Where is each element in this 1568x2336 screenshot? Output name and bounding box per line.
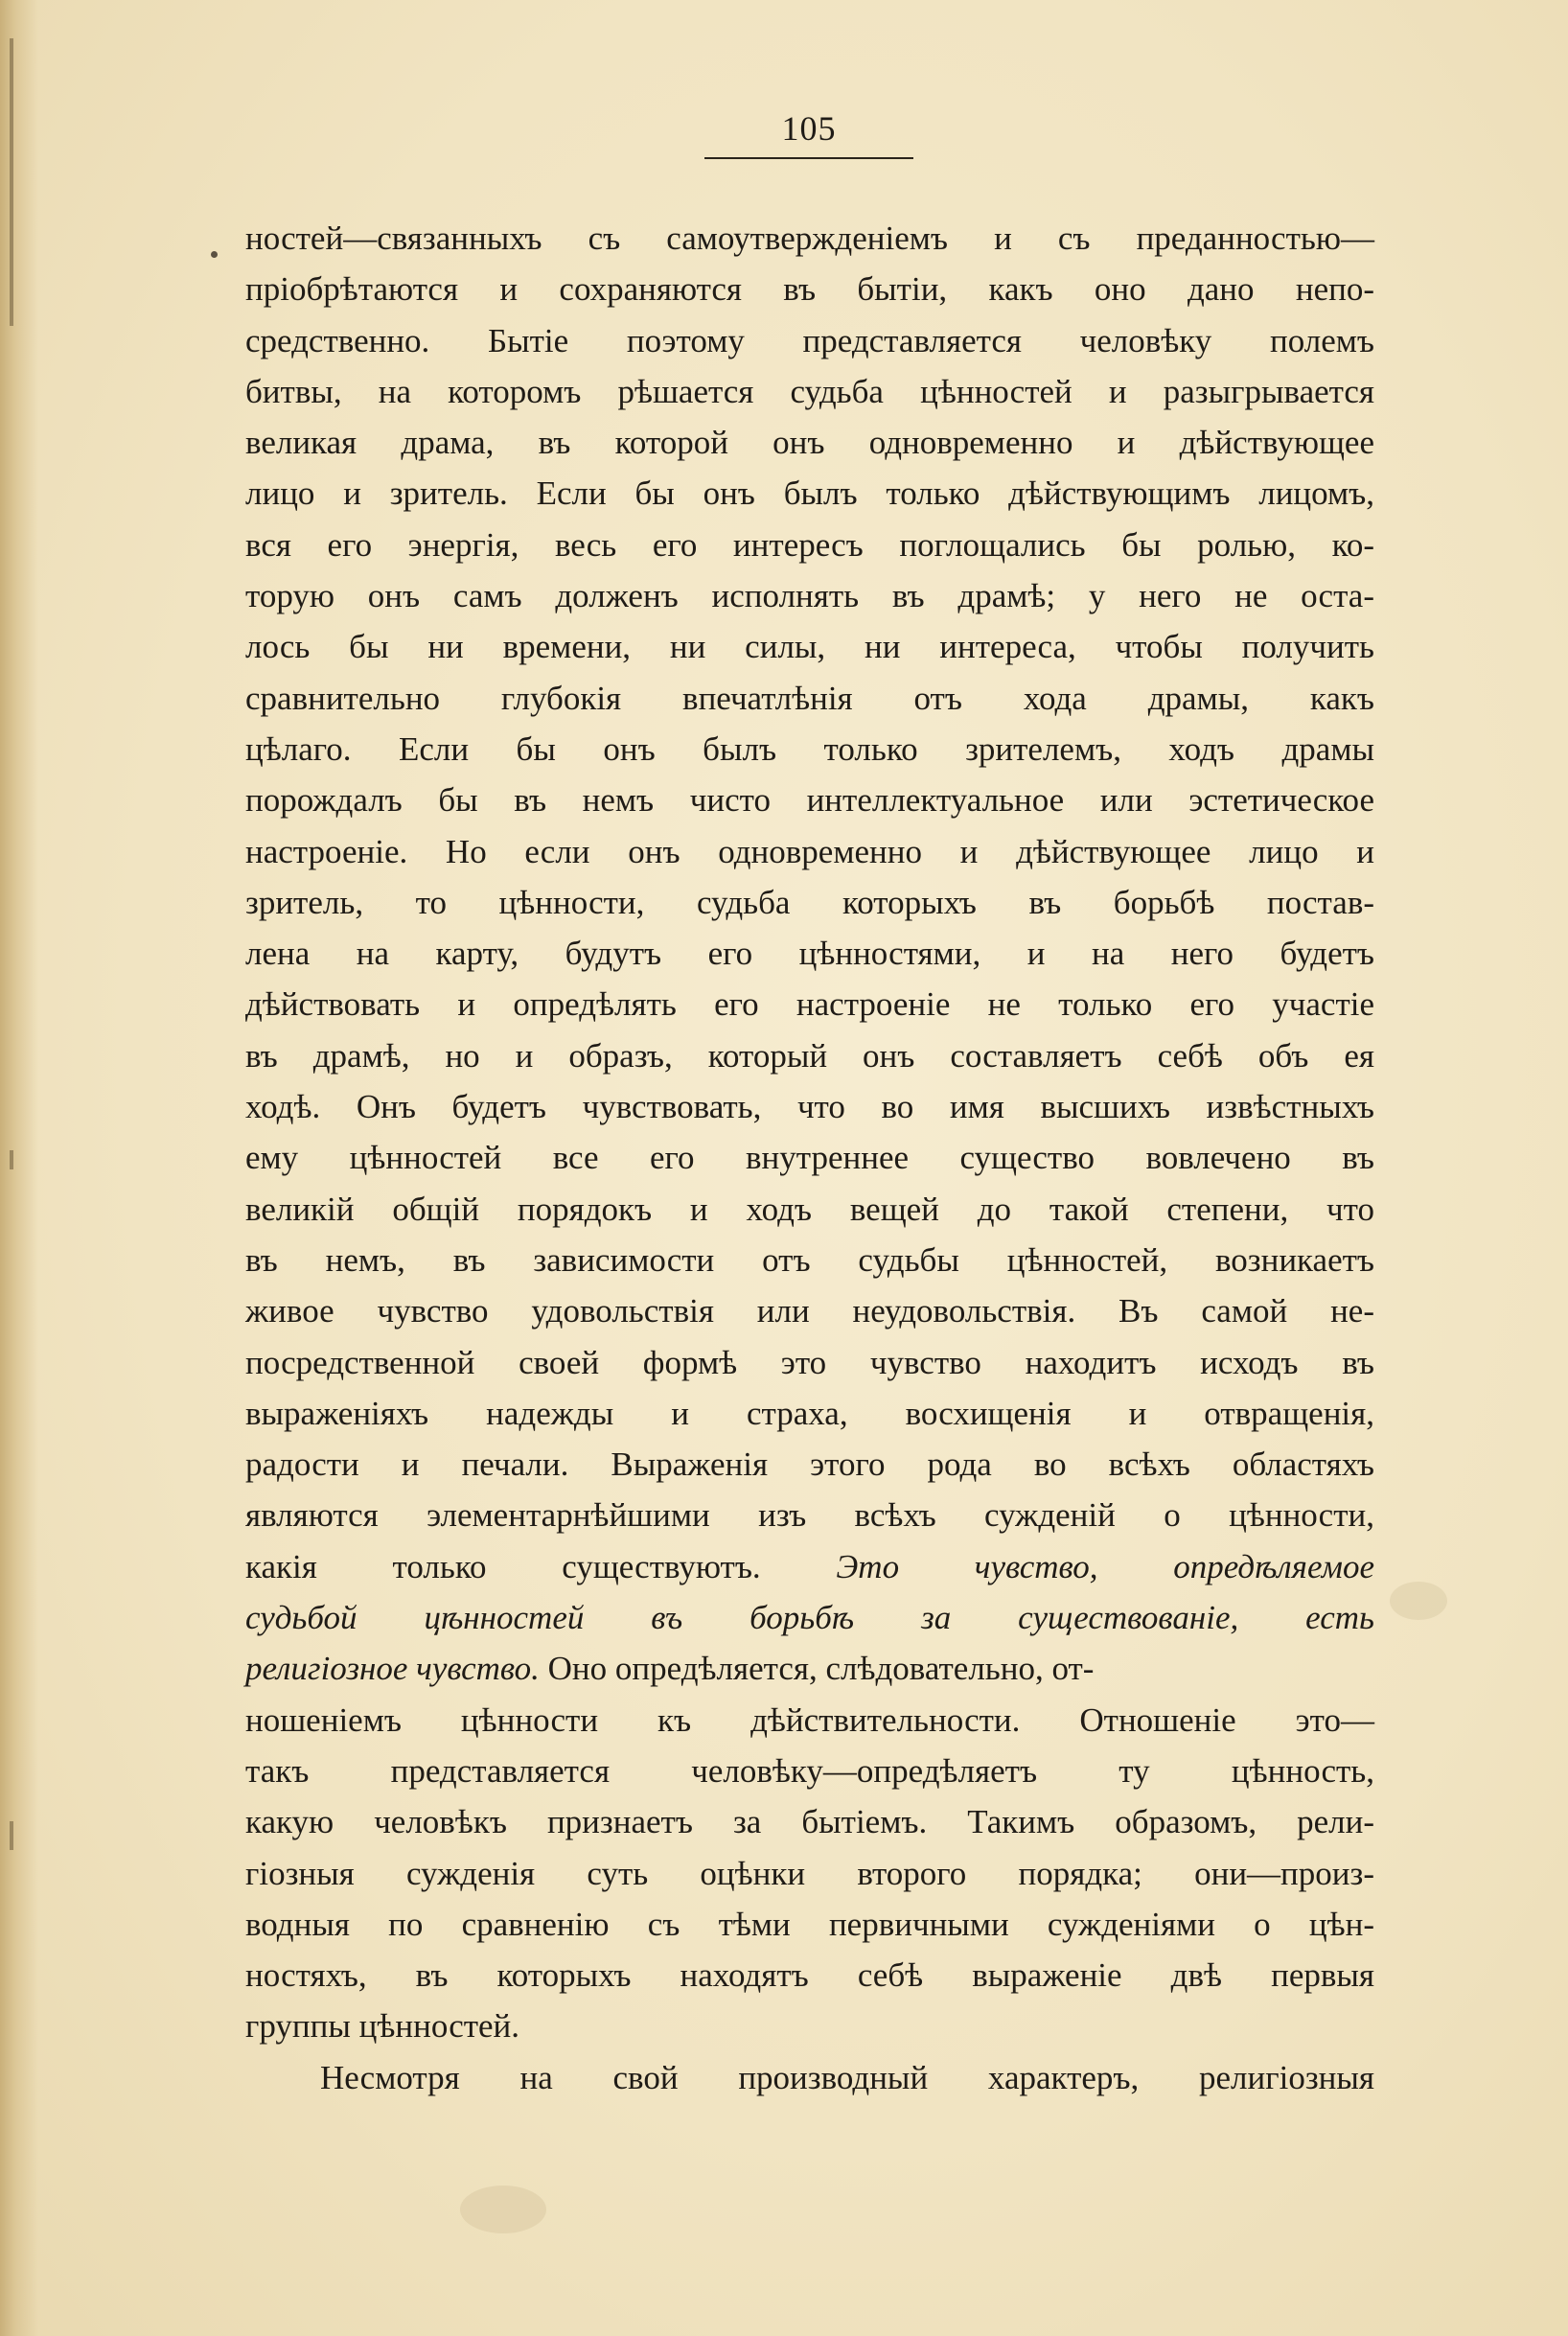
spine-mark	[10, 1150, 13, 1169]
text-line: ностей—связанныхъ съ самоутвержденіемъ и съ преданностью—	[245, 220, 1374, 257]
text-line: водныя по сравненію съ тѣми первичными сужденіями о цѣн-	[245, 1905, 1374, 1943]
text-line: такъ представляется человѣку—опредѣляетъ ту цѣнность,	[245, 1751, 1374, 1790]
body-text	[245, 213, 1374, 2103]
text-line: ему цѣнностей все его внутреннее существо вовлечено въ	[245, 1139, 1374, 1177]
text-line: лена на карту, будутъ его цѣнностями, и на него будетъ	[245, 935, 1374, 973]
margin-dot	[211, 251, 218, 258]
text-line-mixed	[245, 1643, 1374, 1694]
emphasis-line: судьбой цѣнностей въ борьбѣ за существованіе, есть	[245, 1599, 1374, 1637]
emphasis-text: Это чувство, опредѣляемое	[836, 1547, 1374, 1585]
text-line: порождалъ бы въ немъ чисто интеллектуальное или эстетическое	[245, 781, 1374, 820]
text-line: ностяхъ, въ которыхъ находятъ себѣ выраженіе двѣ первыя	[245, 1956, 1374, 1995]
text-line: средственно. Бытіе поэтому представляется человѣку полемъ	[245, 321, 1374, 359]
text-line: пріобрѣтаются и сохраняются въ бытіи, какъ оно дано непо-	[245, 270, 1374, 309]
text-line: лось бы ни времени, ни силы, ни интереса, чтобы получить	[245, 628, 1374, 666]
page-number: 105	[781, 109, 837, 148]
text-line: посредственной своей формѣ это чувство находитъ исходъ въ	[245, 1343, 1374, 1381]
text-line: цѣлаго. Если бы онъ былъ только зрителемъ, ходъ драмы	[245, 729, 1374, 768]
paragraph-end-line: группы цѣнностей.	[245, 2007, 520, 2046]
text-segment: Оно опредѣляется, слѣдовательно, от-	[547, 1650, 1095, 1688]
text-line: въ драмѣ, но и образъ, который онъ составляетъ себѣ объ ея	[245, 1036, 1374, 1075]
emphasis-text: религіозное чувство.	[245, 1650, 540, 1688]
text-line: торую онъ самъ долженъ исполнять въ драмѣ; у него не оста-	[245, 577, 1374, 615]
page-spine-shadow	[0, 0, 38, 2336]
text-line: живое чувство удовольствія или неудовольствія. Въ самой не-	[245, 1292, 1374, 1330]
text-line: выраженіяхъ надежды и страха, восхищенія и отвращенія,	[245, 1394, 1374, 1432]
text-line: ношеніемъ цѣнности къ дѣйствительности. Отношеніе это—	[245, 1700, 1374, 1739]
text-segment: какія только существуютъ.	[245, 1547, 761, 1585]
text-line-mixed	[245, 1541, 1374, 1592]
text-line: великій общій порядокъ и ходъ вещей до такой степени, что	[245, 1190, 1374, 1228]
text-line: радости и печали. Выраженія этого рода во всѣхъ областяхъ	[245, 1446, 1374, 1484]
text-line: великая драма, въ которой онъ одновременно и дѣйствующее	[245, 424, 1374, 462]
page-header	[704, 107, 913, 159]
text-line: ходѣ. Онъ будетъ чувствовать, что во имя высшихъ извѣстныхъ	[245, 1088, 1374, 1126]
header-rule	[704, 157, 913, 159]
paragraph-start-line: Несмотря на свой производный характеръ, религіозныя	[320, 2058, 1374, 2096]
spine-mark	[10, 1821, 13, 1850]
paper-stain	[460, 2186, 546, 2233]
spine-mark	[10, 38, 13, 326]
text-line: настроеніе. Но если онъ одновременно и дѣйствующее лицо и	[245, 832, 1374, 870]
text-line: въ немъ, въ зависимости отъ судьбы цѣнностей, возникаетъ	[245, 1240, 1374, 1279]
text-line: зритель, то цѣнности, судьба которыхъ въ борьбѣ постав-	[245, 883, 1374, 921]
text-line: вся его энергія, весь его интересъ поглощались бы ролью, ко-	[245, 525, 1374, 564]
text-line: являются элементарнѣйшими изъ всѣхъ сужденій о цѣнности,	[245, 1496, 1374, 1535]
text-line: сравнительно глубокія впечатлѣнія отъ хода драмы, какъ	[245, 679, 1374, 717]
text-line: какую человѣкъ признаетъ за бытіемъ. Такимъ образомъ, рели-	[245, 1803, 1374, 1841]
text-line: битвы, на которомъ рѣшается судьба цѣнностей и разыгрывается	[245, 372, 1374, 410]
text-line: лицо и зритель. Если бы онъ былъ только дѣйствующимъ лицомъ,	[245, 474, 1374, 513]
text-line: дѣйствовать и опредѣлять его настроеніе не только его участіе	[245, 985, 1374, 1024]
text-line: гіозныя сужденія суть оцѣнки второго порядка; они—произ-	[245, 1854, 1374, 1892]
paper-stain	[1390, 1582, 1447, 1620]
